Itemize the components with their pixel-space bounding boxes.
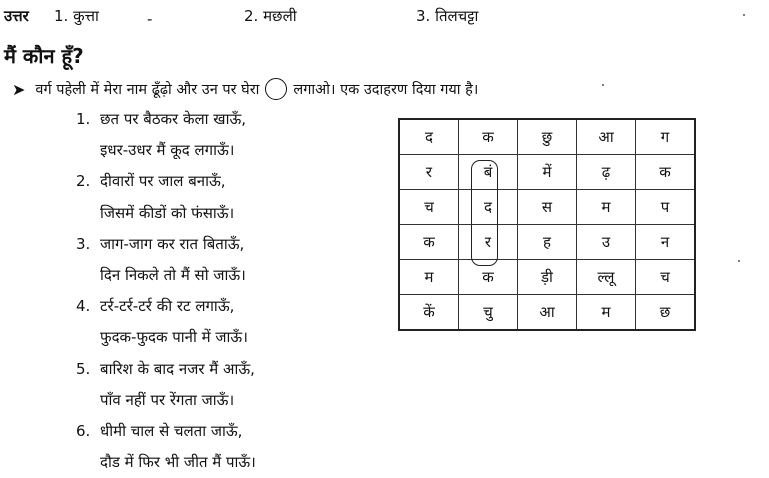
riddle-line: दिन निकले तो मैं सो जाऊँ। [100, 265, 246, 284]
riddle-number: 5. [76, 359, 91, 378]
scan-speck [602, 84, 604, 86]
riddle-number: 4. [76, 297, 91, 316]
grid-cell: क [636, 155, 696, 190]
grid-cell: च [636, 260, 696, 295]
answer-item-3: 3. तिलचट्टा [416, 7, 479, 25]
grid-cell: बं [459, 155, 518, 190]
stray-mark: - [147, 10, 153, 28]
grid-cell: ड़ी [518, 260, 577, 295]
riddle-item [76, 166, 256, 228]
grid-cell: आ [518, 295, 577, 331]
riddle-line: दौड में फिर भी जीत मैं पाऊँ। [100, 453, 256, 472]
grid-cell: क [399, 225, 459, 260]
scan-speck [743, 14, 745, 16]
grid-cell: द [399, 119, 459, 155]
riddle-line: इधर-उधर मैं कूद लगाऊँ। [100, 141, 235, 160]
grid-cell: द [459, 190, 518, 225]
grid-cell: आ [577, 119, 636, 155]
grid-cell: ल्लू [577, 260, 636, 295]
grid-cell: क [459, 260, 518, 295]
grid-cell: म [577, 295, 636, 331]
grid-cell: र [399, 155, 459, 190]
grid-cell: म [577, 190, 636, 225]
grid-cell: ग [636, 119, 696, 155]
answer-label: उत्तर [4, 7, 29, 25]
riddle-item [76, 104, 256, 166]
instruction-text-before: वर्ग पहेली में मेरा नाम ढूँढ़ो और उन पर घेरा [35, 82, 260, 98]
riddle-line: दीवारों पर जाल बनाऊँ, [100, 172, 226, 191]
grid-cell: स [518, 190, 577, 225]
riddle-line: छत पर बैठकर केला खाऊँ, [100, 110, 247, 128]
riddle-line: धीमी चाल से चलता जाऊँ, [100, 421, 243, 440]
grid-cell: न [636, 225, 696, 260]
grid-cell: च [399, 190, 459, 225]
grid-cell: म [399, 260, 459, 295]
riddle-list [76, 104, 256, 478]
grid-row [399, 190, 695, 225]
section-title: मैं कौन हूँ? [4, 44, 84, 68]
riddle-number: 6. [76, 421, 91, 440]
grid-cell: र [459, 225, 518, 260]
riddle-line: टर्र-टर्र-टर्र की रट लगाऊँ, [100, 297, 235, 316]
grid-row [399, 155, 695, 190]
grid-cell: उ [577, 225, 636, 260]
riddle-line: बारिश के बाद नजर मैं आऊँ, [100, 359, 255, 378]
grid-row [399, 225, 695, 260]
grid-cell: में [518, 155, 577, 190]
riddle-item [76, 354, 256, 416]
grid-row [399, 119, 695, 155]
instruction [12, 78, 478, 100]
answer-item-2: 2. मछली [244, 7, 297, 25]
instruction-text-after: लगाओ। एक उदाहरण दिया गया है। [293, 82, 479, 98]
grid-cell: क [459, 119, 518, 155]
word-search-grid [398, 118, 696, 331]
grid-cell: छु [518, 119, 577, 155]
answer-item-1: 1. कुत्ता [54, 7, 99, 25]
arrow-icon: ➤ [12, 79, 26, 99]
riddle-line: पाँव नहीं पर रेंगता जाऊँ। [100, 390, 235, 409]
grid-cell: ढ़ [577, 155, 636, 190]
circle-icon [265, 78, 287, 100]
riddle-line: जिसमें कीडों को फंसाऊँ। [100, 203, 235, 222]
grid-cell: ह [518, 225, 577, 260]
riddle-number: 3. [76, 234, 91, 253]
riddle-number: 2. [76, 172, 91, 191]
grid-cell: चु [459, 295, 518, 331]
scan-speck [738, 260, 740, 262]
riddle-line: जाग-जाग कर रात बिताऊँ, [100, 234, 245, 253]
grid-cell: प [636, 190, 696, 225]
riddle-number: 1. [76, 110, 91, 128]
grid-cell: छ [636, 295, 696, 331]
riddle-item [76, 291, 256, 353]
riddle-line: फुदक-फुदक पानी में जाऊँ। [100, 328, 248, 347]
riddle-item [76, 416, 256, 478]
grid-row [399, 260, 695, 295]
grid-cell: कें [399, 295, 459, 331]
grid-row [399, 295, 695, 331]
riddle-item [76, 229, 256, 291]
